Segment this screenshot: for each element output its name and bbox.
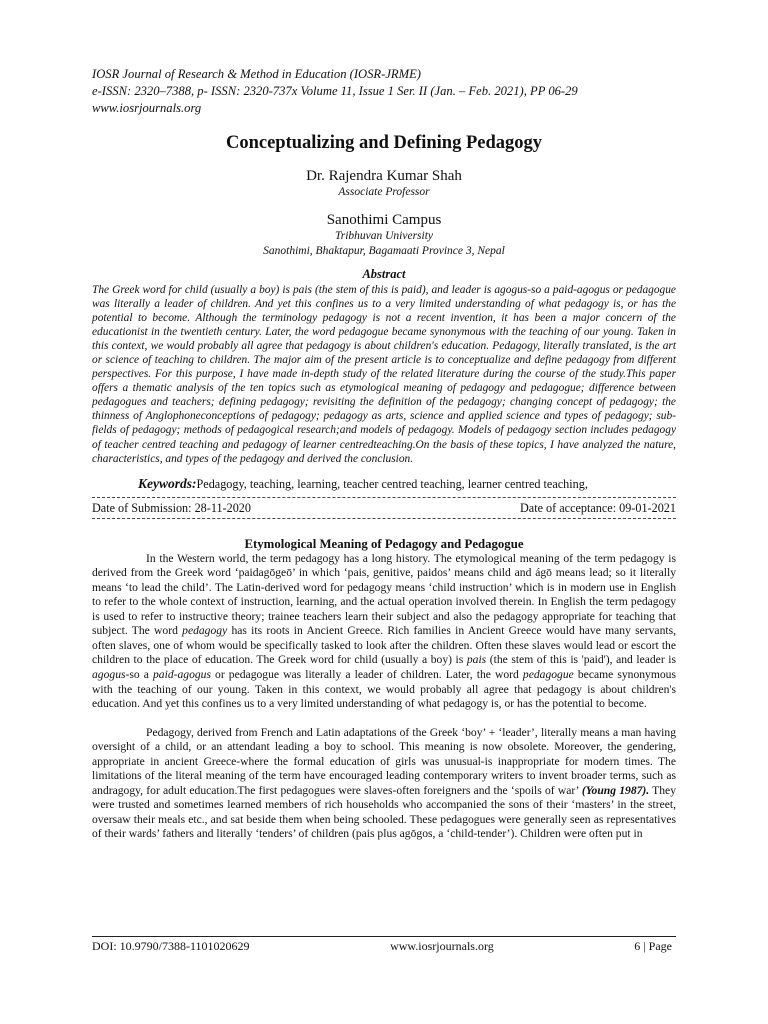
p2-text-2: They were trusted and sometimes learned members of rich households who accompanied the sons of their ‘masters’ in the street, oversaw their meals etc., and sat beside them when being schooled. These pedagogues were generally seen as representatives of their wards’ fathers and literally ‘tenders’ of children (pais plus agōgos, a ‘child-tender’). Children were often put in <box>92 783 677 841</box>
p1-text-6: became synonymous with the teaching of our young. Taken in this context, we would probably all agree that pedagogy is about children's education. And yet this confines us to a very limited understanding of what pedagogy is, or has the potential to become. <box>92 667 676 711</box>
abstract-heading: Abstract <box>362 267 406 281</box>
keywords-text: Pedagogy, teaching, learning, teacher centred teaching, learner centred teaching, <box>196 476 588 491</box>
p1-term-paid-agogus: paid-agogus <box>153 667 211 681</box>
paper-page <box>92 66 676 842</box>
acceptance-date: Date of acceptance: 09-01-2021 <box>520 500 676 515</box>
author-name: Dr. Rajendra Kumar Shah <box>306 168 462 184</box>
p1-text-3: (the stem of this is 'paid'), and leader is <box>486 653 676 667</box>
abstract-text: The Greek word for child (usually a boy) is pais (the stem of this is paid), and leader is agogus-so a paid-agogus or pedagogue was literally a leader of children. And yet this confines us to a very limited understanding of what pedagogy is, or has the potential to become. Although the terminology pedagogy is not a recent invention, it has been a major concern of the educationist in the twentieth century. Later, the word pedagogue became synonymous with the teaching of our young. Taken in this context, we would probably all agree that pedagogy is about children's education. Pedagogy, literally translated, is the art or science of teaching to children. The major aim of the present article is to conceptualize and define pedagogy from different perspectives. For this purpose, I have made in-depth study of the related literature during the course of the study.This paper offers a thematic analysis of the ten topics such as etymological meaning of pedagogy and pedagogue; difference between pedagogues and teachers; defining pedagogy; revisiting the definition of the pedagogy; changing concept of pedagogy; the thinness of Anglophoneconceptions of pedagogy; pedagogy as arts, science and applied science and types of pedagogy; sub-fields of pedagogy; methods of pedagogical research;and models of pedagogy. Models of pedagogy section includes pedagogy of teacher centred teaching and pedagogy of learner centredteaching.On the basis of these topics, I have analyzed the nature, characteristics, and types of the pedagogy and derived the conclusion. <box>92 284 676 465</box>
paragraph-1 <box>92 552 676 712</box>
divider-top <box>92 497 676 498</box>
submission-date: Date of Submission: 28-11-2020 <box>92 500 251 515</box>
p1-term-pedagogy: pedagogy <box>182 624 228 638</box>
keywords <box>92 476 676 492</box>
paper-title: Conceptualizing and Defining Pedagogy <box>225 133 543 153</box>
p2-text-1: Pedagogy, derived from French and Latin adaptations of the Greek ‘boy’ + ‘leader’, literally means a man having oversight of a child, or an attendant leading a boy to school. This meaning is now obsolete. Moreover, the gendering, appropriate in ancient Greece-where the formal education of girls was unusual-is inappropriate for modern times. The limitations of the literal meaning of the term have encouraged leading contemporary writers to invent broader terms, such as andragogy, for adult education.The first pedagogues were slaves-often foreigners and the ‘spoils of war’ <box>92 725 676 797</box>
issn-line: e-ISSN: 2320–7388, p- ISSN: 2320-737x Volume 11, Issue 1 Ser. II (Jan. – Feb. 2021), PP 06-29 <box>92 84 578 98</box>
p1-term-pedagogue: pedagogue <box>522 667 574 681</box>
footer-page-number: 6 | Page <box>634 939 672 953</box>
journal-website: www.iosrjournals.org <box>92 101 202 115</box>
page-footer <box>92 936 676 954</box>
keywords-label: Keywords: <box>138 475 197 491</box>
p1-term-agogus: agogus <box>92 667 126 681</box>
paragraph-2 <box>92 726 676 842</box>
journal-header <box>92 66 676 117</box>
p1-text-4: -so a <box>125 667 153 681</box>
divider-bottom <box>92 518 676 519</box>
footer-website: www.iosrjournals.org <box>390 939 494 953</box>
author-role: Associate Professor <box>338 186 430 198</box>
university-name: Tribhuvan University <box>334 230 434 242</box>
p2-citation: (Young 1987). <box>581 783 650 797</box>
p1-text-2: has its roots in Ancient Greece. Rich families in Ancient Greece would have many servants, often slaves, one of whom would be specifically tasked to look after the children. Often these slaves would lead or escort the children to the place of education. The Greek word for child (usually a boy) is <box>92 624 676 667</box>
p1-term-pais: pais <box>466 653 487 667</box>
campus-address: Sanothimi, Bhaktapur, Bagamaati Province 3, Nepal <box>263 245 505 257</box>
p1-text-1: In the Western world, the term pedagogy has a long history. The etymological meaning of the term pedagogy is derived from the Greek word ‘paidagōgeō’ in which ‘pais, genitive, paidos’ means child and ágō means lead; so it literally means ‘to lead the child’. The Latin-derived word for pedagogy means ‘child instruction’ which is in modern use in English to refer to the whole context of instruction, learning, and the actual operation involved therein. In English the term pedagogy is used to refer to instructive theory; trainee teachers learn their subject and also the pedagogy appropriate for teaching that subject. The word <box>92 551 676 638</box>
footer-doi: DOI: 10.9790/7388-1101020629 <box>92 939 250 953</box>
journal-name: IOSR Journal of Research & Method in Education (IOSR-JRME) <box>92 67 421 81</box>
section-heading: Etymological Meaning of Pedagogy and Pedagogue <box>244 536 524 551</box>
p1-text-5: or pedagogue was literally a leader of children. Later, the word <box>210 667 523 681</box>
dates-row <box>92 501 676 516</box>
campus-name: Sanothimi Campus <box>326 212 442 228</box>
